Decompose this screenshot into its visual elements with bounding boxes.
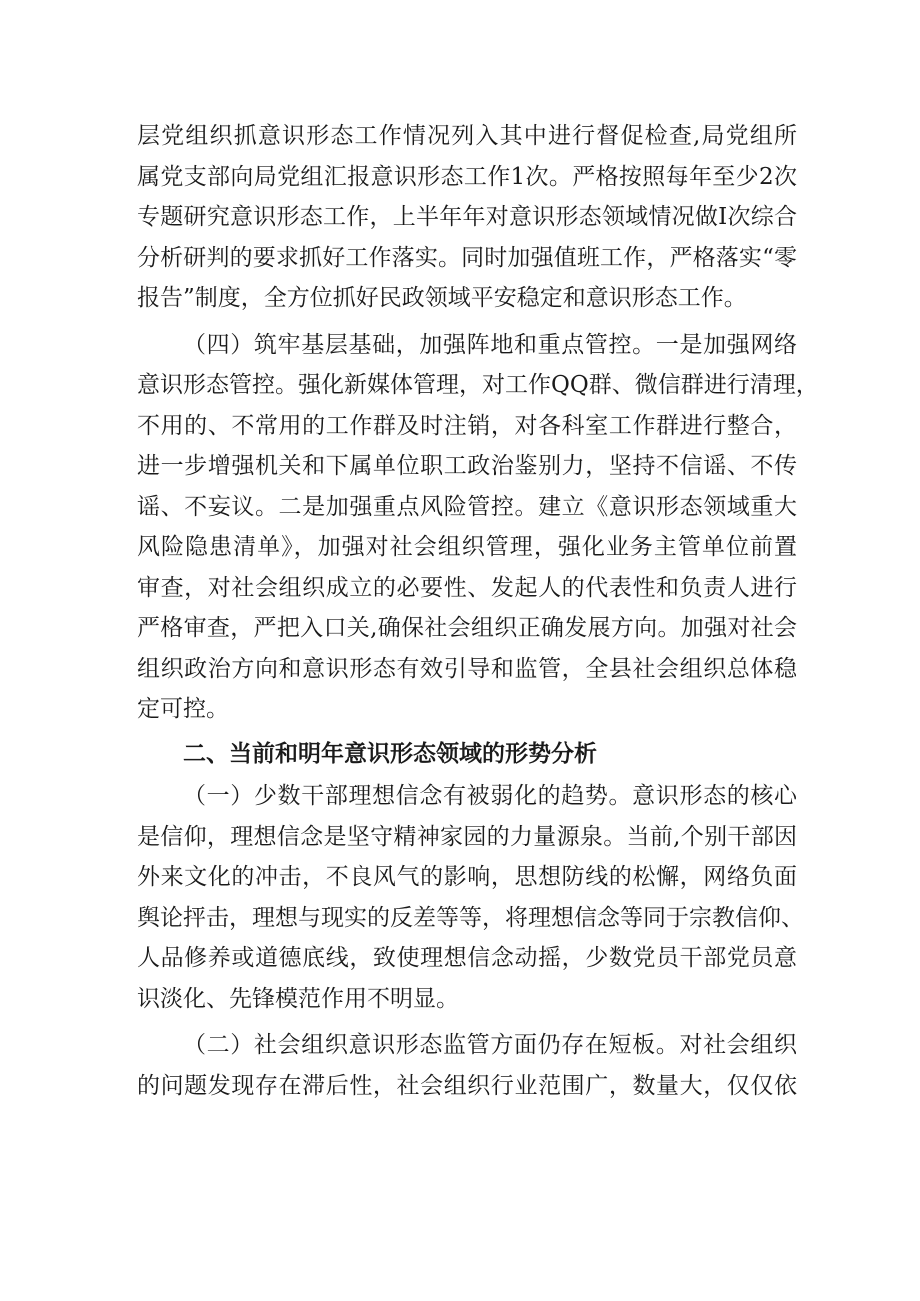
text-line: 审查，对社会组织成立的必要性、发起人的代表性和负责人进行	[137, 574, 797, 601]
text-line: 外来文化的冲击，不良风气的影响，思想防线的松懈，网络负面	[137, 864, 797, 890]
text-line: 报告”制度，全方位抓好民政领域平安稳定和意识形态工作。	[137, 285, 747, 311]
text-line: 意识形态管控。强化新媒体管理，对工作QQ群、微信群进行清理，	[137, 372, 819, 398]
text-line: 属党支部向局党组汇报意识形态工作1次。严格按照每年至少2次	[137, 163, 797, 190]
text-line: 舆论抨击，理想与现实的反差等等，将理想信念等同于宗教信仰、	[137, 904, 804, 931]
paragraph-3	[137, 776, 804, 1019]
text-line: 组织政治方向和意识形态有效引导和监管，全县社会组织总体稳	[137, 655, 797, 682]
text-line: 识淡化、先锋模范作用不明显。	[137, 985, 459, 1012]
text-line: （二）社会组织意识形态监管方面仍存在短板。对社会组织	[183, 1032, 797, 1058]
text-line: 不用的、不常用的工作群及时注销，对各科室工作群进行整合，	[137, 412, 797, 439]
document-body	[137, 116, 819, 1106]
text-line: （一）少数干部理想信念有被弱化的趋势。意识形态的核心	[183, 783, 797, 809]
text-line: 定可控。	[137, 696, 229, 722]
text-line: 谣、不妄议。二是加强重点风险管控。建立《意识形态领域重大	[137, 493, 797, 520]
text-line: 风险隐患清单》，加强对社会组织管理，强化业务主管单位前置	[137, 534, 797, 560]
text-line: 专题研究意识形态工作，上半年年对意识形态领域情况做I次综合	[137, 204, 797, 230]
text-line: 分析研判的要求抓好工作落实。同时加强值班工作，严格落实“零	[137, 244, 797, 271]
paragraph-4	[137, 1025, 797, 1106]
text-line: 严格审查，严把入口关,确保社会组织正确发展方向。加强对社会	[137, 615, 797, 641]
text-line: 是信仰，理想信念是坚守精神家园的力量源泉。当前,个别干部因	[137, 823, 797, 850]
section-heading: 二、当前和明年意识形态领域的形势分析	[183, 740, 597, 767]
text-line: （四）筑牢基层基础，加强阵地和重点管控。一是加强网络	[183, 331, 797, 358]
paragraph-1	[137, 116, 797, 319]
text-line: 进一步增强机关和下属单位职工政治鉴别力，坚持不信谣、不传	[137, 453, 797, 479]
text-line: 的问题发现存在滞后性，社会组织行业范围广，数量大，仅仅依	[137, 1072, 797, 1099]
text-line: 层党组织抓意识形态工作情况列入其中进行督促检查,局党组所	[137, 123, 797, 149]
text-line: 人品修养或道德底线，致使理想信念动摇，少数党员干部党员意	[137, 945, 797, 971]
paragraph-2	[137, 325, 819, 730]
